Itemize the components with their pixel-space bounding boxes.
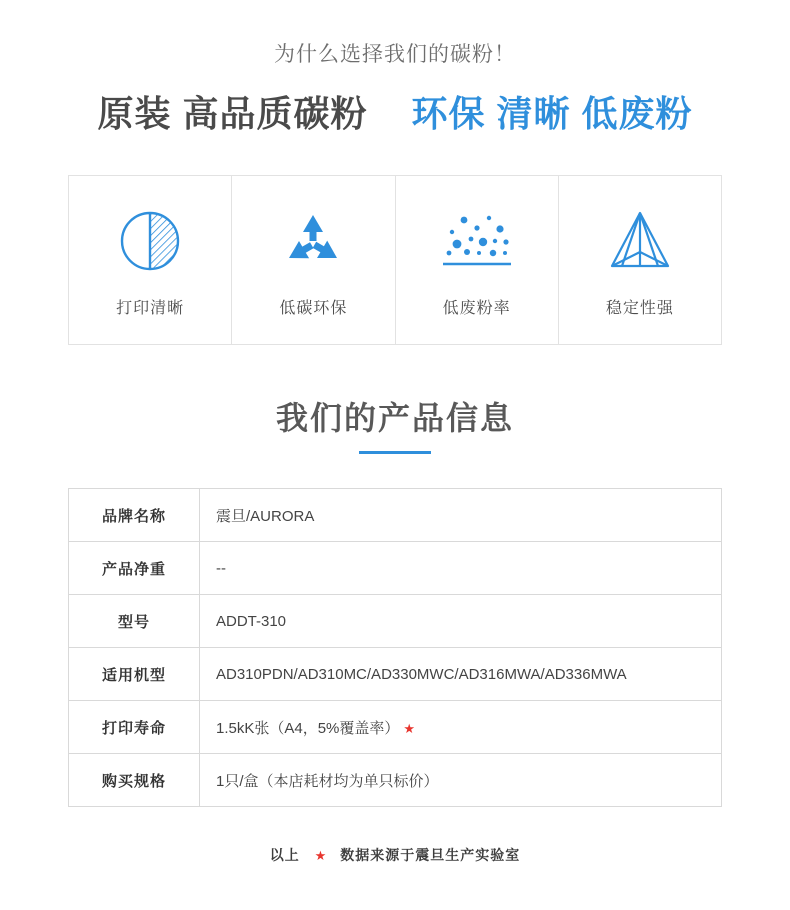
spec-value xyxy=(200,542,722,595)
section-title: 我们的产品信息 xyxy=(275,400,514,436)
spec-value xyxy=(200,701,722,754)
table-row xyxy=(69,595,722,648)
feature-item-low-waste xyxy=(396,176,559,344)
red-star-icon: ★ xyxy=(314,848,328,863)
spec-key: 打印寿命 xyxy=(69,701,200,754)
table-row xyxy=(69,754,722,807)
pyramid-icon xyxy=(608,203,672,279)
feature-item-stability xyxy=(559,176,721,344)
spec-value xyxy=(200,595,722,648)
section-header xyxy=(0,393,790,454)
page-title xyxy=(0,86,790,137)
recycle-icon xyxy=(280,203,346,279)
product-spec-table xyxy=(68,488,722,807)
feature-label: 打印清晰 xyxy=(116,299,185,317)
headline-section xyxy=(0,0,790,137)
table-row xyxy=(69,542,722,595)
spec-value-text: 震旦/AURORA xyxy=(216,507,315,525)
spec-value-text: 1.5kK张（A4，5%覆盖率） xyxy=(216,719,400,737)
spec-key: 型号 xyxy=(69,595,200,648)
spec-key: 购买规格 xyxy=(69,754,200,807)
footnote-text: 数据来源于震旦生产实验室 xyxy=(340,847,521,863)
footnote xyxy=(0,845,790,865)
feature-item-eco xyxy=(232,176,395,344)
spec-value-text: 1只/盒（本店耗材均为单只标价） xyxy=(216,772,439,790)
spec-value xyxy=(200,754,722,807)
table-row xyxy=(69,489,722,542)
feature-label: 稳定性强 xyxy=(605,299,674,317)
spec-value-text: ADDT-310 xyxy=(216,612,287,630)
spec-value-text: AD310PDN/AD310MC/AD330MWC/AD316MWA/AD336MWA xyxy=(216,665,627,683)
spec-key: 适用机型 xyxy=(69,648,200,701)
footnote-lead: 以上 xyxy=(269,847,300,863)
half-shaded-circle-icon xyxy=(119,203,181,279)
particles-icon xyxy=(437,203,517,279)
feature-list xyxy=(68,175,722,345)
spec-value xyxy=(200,648,722,701)
spec-key: 品牌名称 xyxy=(69,489,200,542)
feature-label: 低废粉率 xyxy=(442,299,511,317)
spec-value-text: -- xyxy=(216,559,226,577)
spec-value xyxy=(200,489,722,542)
table-row xyxy=(69,648,722,701)
feature-item-print-clarity xyxy=(69,176,232,344)
page-subtitle: 为什么选择我们的碳粉！ xyxy=(274,43,516,66)
table-row xyxy=(69,701,722,754)
red-star-icon: ★ xyxy=(403,720,416,736)
feature-label: 低碳环保 xyxy=(279,299,348,317)
section-underline xyxy=(359,451,431,454)
page-title-part-2: 环保 清晰 低废粉 xyxy=(411,93,693,134)
page-title-part-1: 原装 高品质碳粉 xyxy=(97,93,368,134)
spec-key: 产品净重 xyxy=(69,542,200,595)
